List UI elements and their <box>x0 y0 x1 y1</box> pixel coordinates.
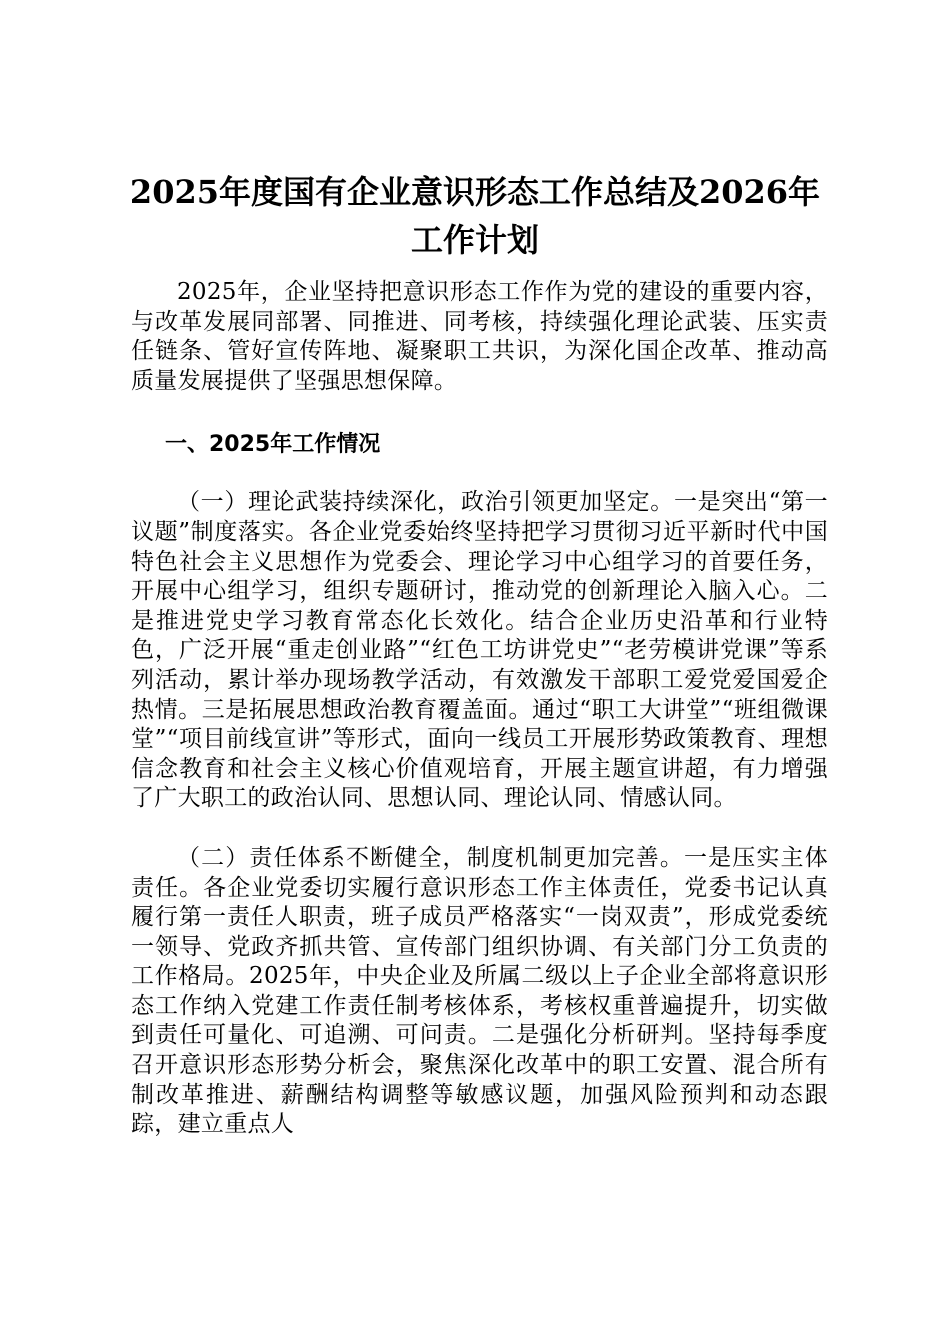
intro-paragraph: 2025年，企业坚持把意识形态工作作为党的建设的重要内容，与改革发展同部署、同推进、同考核，持续强化理论武装、压实责任链条、管好宣传阵地、凝聚职工共识，为深化国企改革、推动高质量发展提供了坚强思想保障。 <box>131 279 828 394</box>
section1-paragraph-2: （二）责任体系不断健全，制度机制更加完善。一是压实主体责任。各企业党委切实履行意识形态工作主体责任，党委书记认真履行第一责任人职责，班子成员严格落实“一岗双责”，形成党委统一领导、党政齐抓共管、宣传部门组织协调、有关部门分工负责的工作格局。2025年，中央企业及所属二级以上子企业全部将意识形态工作纳入党建工作责任制考核体系，考核权重普遍提升，切实做到责任可量化、可追溯、可问责。二是强化分析研判。坚持每季度召开意识形态形势分析会，聚焦深化改革中的职工安置、混合所有制改革推进、薪酬结构调整等敏感议题，加强风险预判和动态跟踪，建立重点人 <box>131 844 828 1138</box>
section-heading-1: 一、2025年工作情况 <box>165 432 381 458</box>
document-title: 2025年度国有企业意识形态工作总结及2026年工作计划 <box>129 173 821 259</box>
document-body <box>131 278 828 1140</box>
section1-paragraph-1: （一）理论武装持续深化，政治引领更加坚定。一是突出“第一议题”制度落实。各企业党委始终坚持把学习贯彻习近平新时代中国特色社会主义思想作为党委会、理论学习中心组学习的首要任务，开展中心组学习，组织专题研讨，推动党的创新理论入脑入心。二是推进党史学习教育常态化长效化。结合企业历史沿革和行业特色，广泛开展“重走创业路”“红色工坊讲党史”“老劳模讲党课”等系列活动，累计举办现场教学活动，有效激发干部职工爱党爱国爱企热情。三是拓展思想政治教育覆盖面。通过“职工大讲堂”“班组微课堂”“项目前线宣讲”等形式，面向一线员工开展形势政策教育、理想信念教育和社会主义核心价值观培育，开展主题宣讲超，有力增强了广大职工的政治认同、思想认同、理论认同、情感认同。 <box>131 489 828 812</box>
